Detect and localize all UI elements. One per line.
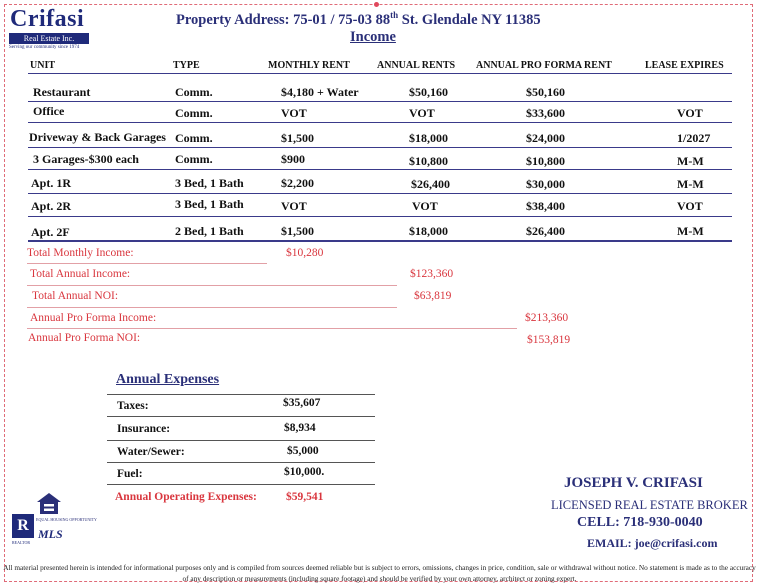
expense-label: Insurance: [117,423,171,435]
top-marker-dot [374,2,379,7]
cell-type: Comm. [175,131,213,145]
cell-unit: Office [33,104,65,118]
col-pro-forma: ANNUAL PRO FORMA RENT [476,60,612,71]
total-monthly-value: $10,280 [286,247,324,259]
col-type: TYPE [173,60,200,71]
cell-proforma: $30,000 [526,177,565,191]
cell-lease: VOT [677,199,703,213]
table-bottom-rule [28,240,732,242]
expense-label: Water/Sewer: [117,446,185,458]
expense-rule [107,462,375,463]
agent-name: JOSEPH V. CRIFASI [564,475,703,491]
cell-unit: Apt. 2F [31,225,70,239]
header-rule [28,73,732,74]
row-divider [28,147,732,148]
equal-housing-text: EQUAL HOUSING OPPORTUNITY [36,517,97,522]
total-noi-label: Total Annual NOI: [32,290,119,302]
mls-logo: MLS [38,527,63,541]
row-divider [28,122,732,123]
realtor-icon: R [12,514,34,538]
cell-monthly: $1,500 [281,131,314,145]
expense-label: Taxes: [117,400,149,412]
proforma-income-value: $213,360 [525,312,569,324]
row-divider [28,101,732,102]
expense-rule [107,440,375,441]
total-divider [27,285,397,286]
realtor-label: REALTOR [12,540,31,545]
cell-monthly: $4,180 + Water [281,85,359,99]
col-unit: UNIT [30,60,56,71]
row-divider [28,169,732,170]
row-divider [28,193,732,194]
cell-monthly: VOT [281,199,307,213]
total-divider [27,263,267,264]
cell-annual: $10,800 [409,154,448,168]
cell-annual: VOT [409,106,435,120]
operating-expenses-value: $59,541 [286,491,324,503]
col-annual-rents: ANNUAL RENTS [377,60,456,71]
cell-annual: $18,000 [409,131,448,145]
expense-rule [107,484,375,485]
cell-monthly: $900 [281,152,305,166]
cell-annual: $50,160 [409,85,448,99]
total-annual-value: $123,360 [410,268,454,280]
cell-proforma: $38,400 [526,199,565,213]
total-divider [27,307,397,308]
proforma-noi-label: Annual Pro Forma NOI: [28,332,141,344]
cell-lease: M-M [677,154,704,168]
cell-proforma: $33,600 [526,106,565,120]
expense-value: $5,000 [287,445,319,457]
expense-value: $10,000. [284,466,325,478]
col-lease-expires: LEASE EXPIRES [645,60,724,71]
cell-monthly: $2,200 [281,176,314,190]
cell-type: Comm. [175,85,213,99]
cell-type: 2 Bed, 1 Bath [175,224,244,238]
agent-phone: CELL: 718-930-0040 [577,515,703,530]
cell-annual: $18,000 [409,224,448,238]
cell-lease: M-M [677,224,704,238]
cell-unit: Apt. 1R [31,176,72,190]
cell-monthly: $1,500 [281,224,314,238]
expense-value: $35,607 [283,397,321,409]
expenses-heading: Annual Expenses [116,372,220,387]
logo-tagline: Serving our community since 1974 [9,45,80,50]
cell-proforma: $24,000 [526,131,565,145]
cell-annual: VOT [412,199,438,213]
expense-label: Fuel: [117,468,143,480]
agent-email[interactable]: EMAIL: joe@crifasi.com [587,536,718,550]
property-address: Property Address: 75-01 / 75-03 88th St. Glendale NY 11385 [176,10,541,28]
cell-annual: $26,400 [411,177,450,191]
cell-type: Comm. [175,152,213,166]
cell-unit: 3 Garages-$300 each [33,152,139,166]
cell-proforma: $26,400 [526,224,565,238]
cell-lease: M-M [677,177,704,191]
logo-subtitle: Real Estate Inc. [23,34,75,43]
total-divider [27,328,517,329]
expense-rule [107,394,375,395]
total-noi-value: $63,819 [414,290,452,302]
cell-unit: Restaurant [33,85,91,99]
proforma-income-label: Annual Pro Forma Income: [30,312,157,324]
logo-name: Crifasi [10,6,85,32]
cell-proforma: $50,160 [526,85,565,99]
cell-unit: Driveway & Back Garages [29,130,166,144]
cell-type: 3 Bed, 1 Bath [175,176,244,190]
expense-value: $8,934 [284,422,316,434]
cell-lease: VOT [677,106,703,120]
cell-type: Comm. [175,106,213,120]
proforma-noi-value: $153,819 [527,334,571,346]
cell-proforma: $10,800 [526,154,565,168]
total-annual-label: Total Annual Income: [30,268,131,280]
cell-monthly: VOT [281,106,307,120]
cell-lease: 1/2027 [677,131,711,145]
equal-housing-icon [36,492,62,516]
cell-type: 3 Bed, 1 Bath [175,197,244,211]
expense-rule [107,416,375,417]
total-monthly-label: Total Monthly Income: [27,247,134,259]
col-monthly-rent: MONTHLY RENT [268,60,350,71]
operating-expenses-label: Annual Operating Expenses: [115,491,257,503]
disclaimer: All material presented herein is intended for informational purposes only and is compiled from sources deemed reliable but is subject to errors, omissions, changes in price, condition, sale or withdrawal without notice. No statement is made as to the accuracy of any description or measurements (including square footage) and should be verified by your own attorney, architect or zoning expert. [3,563,756,583]
row-divider [28,216,732,217]
agent-title: LICENSED REAL ESTATE BROKER [551,498,748,512]
income-heading: Income [350,29,396,45]
cell-unit: Apt. 2R [31,199,72,213]
